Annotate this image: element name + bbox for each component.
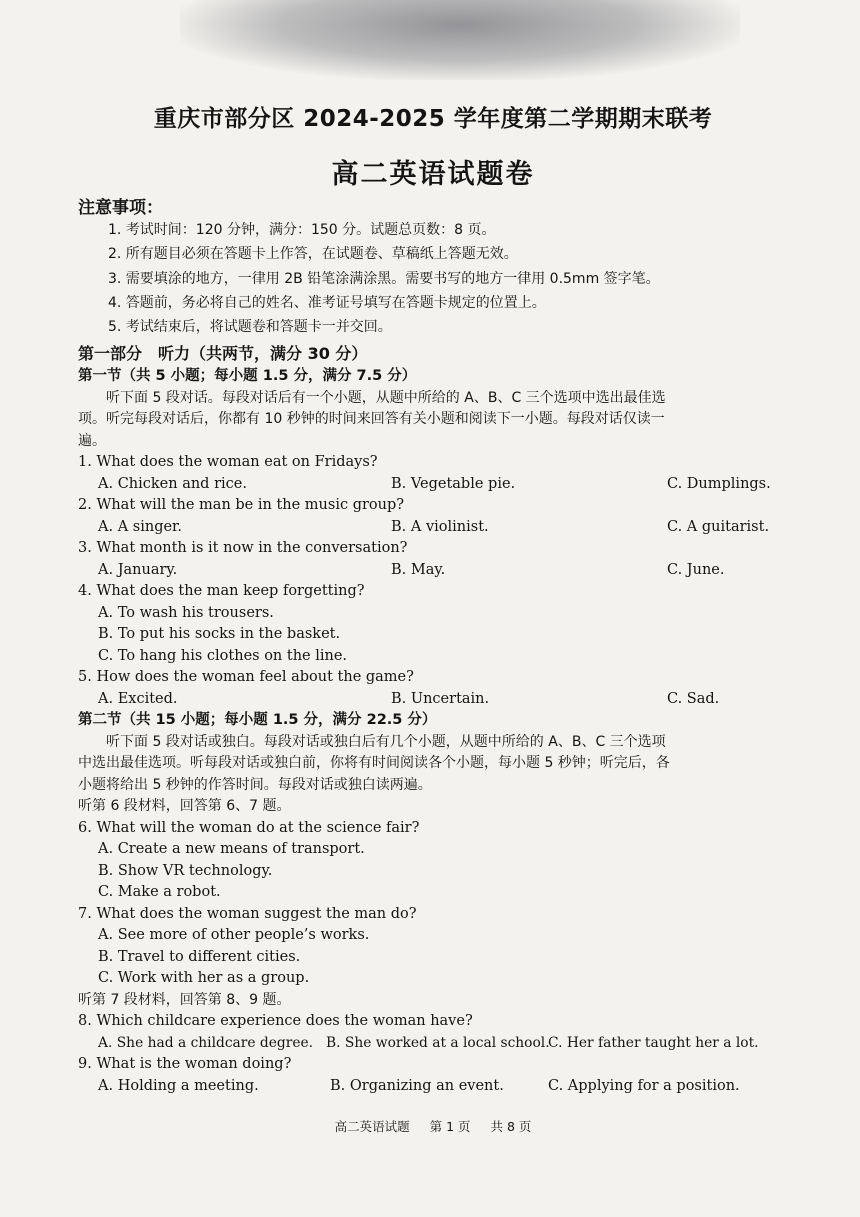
notice-list bbox=[108, 218, 798, 339]
exam-subtitle: 高二英语试题卷 bbox=[331, 159, 535, 190]
section1-instructions: 听下面 5 段对话。每段对话后有一个小题，从题中所给的 A、B、C 三个选项中选出最佳选 bbox=[106, 389, 666, 406]
option-c: C. To hang his clothes on the line. bbox=[98, 647, 348, 664]
section1-heading: 第一节（共 5 小题；每小题 1.5 分，满分 7.5 分） bbox=[78, 368, 417, 384]
option-b: B. To put his socks in the basket. bbox=[98, 626, 341, 642]
question-options bbox=[78, 560, 790, 582]
notice-item: 5. 考试结束后，将试题卷和答题卡一并交回。 bbox=[108, 319, 392, 336]
question-options bbox=[78, 474, 790, 496]
option-c: C. A guitarist. bbox=[667, 518, 770, 535]
question-text: 6. What will the woman do at the science fair? bbox=[78, 819, 420, 836]
section2-instructions: 听下面 5 段对话或独白。每段对话或独白后有几个小题，从题中所给的 A、B、C 三个选项 bbox=[106, 733, 666, 750]
option-a: A. Excited. bbox=[98, 690, 178, 707]
notice-item: 2. 所有题目必须在答题卡上作答，在试题卷、草稿纸上答题无效。 bbox=[108, 246, 518, 263]
material-note: 听第 7 段材料，回答第 8、9 题。 bbox=[78, 991, 291, 1008]
notice-heading: 注意事项： bbox=[78, 198, 163, 218]
question-text: 9. What is the woman doing? bbox=[78, 1056, 292, 1072]
option-b: B. She worked at a local school. bbox=[326, 1034, 550, 1051]
option-a: A. Holding a meeting. bbox=[98, 1077, 259, 1094]
exam-title: 重庆市部分区 2024-2025 学年度第二学期期末联考 bbox=[153, 106, 713, 132]
option-b: B. A violinist. bbox=[391, 518, 489, 535]
option-a: A. See more of other people’s works. bbox=[98, 927, 370, 943]
option-c: C. Dumplings. bbox=[667, 475, 771, 492]
page-footer bbox=[78, 1117, 788, 1135]
footer-exam-name: 高二英语试题 bbox=[334, 1119, 410, 1134]
option-c: C. Make a robot. bbox=[98, 884, 221, 900]
question-options bbox=[78, 517, 790, 539]
option-b: B. Uncertain. bbox=[391, 690, 490, 707]
notice-item: 3. 需要填涂的地方，一律用 2B 铅笔涂满涂黑。需要书写的地方一律用 0.5mm 签字笔。 bbox=[108, 270, 660, 287]
option-c: C. June. bbox=[667, 561, 725, 578]
question-options bbox=[78, 1033, 790, 1055]
question-text: 8. Which childcare experience does the woman have? bbox=[78, 1013, 473, 1029]
option-c: C. Work with her as a group. bbox=[98, 970, 310, 986]
option-b: B. Travel to different cities. bbox=[98, 948, 301, 965]
question-text: 1. What does the woman eat on Fridays? bbox=[78, 454, 378, 470]
option-a: A. To wash his trousers. bbox=[98, 604, 274, 621]
notice-item: 4. 答题前，务必将自己的姓名、准考证号填写在答题卡规定的位置上。 bbox=[108, 294, 546, 311]
section2-instructions: 中选出最佳选项。听每段对话或独白前，你将有时间阅读各个小题，每小题 5 秒钟；听完后，各 bbox=[78, 755, 670, 771]
question-text: 4. What does the man keep forgetting? bbox=[78, 583, 365, 599]
option-a: A. January. bbox=[98, 561, 178, 578]
option-b: B. Vegetable pie. bbox=[391, 475, 516, 492]
option-a: A. She had a childcare degree. bbox=[98, 1034, 314, 1051]
question-options bbox=[78, 1076, 790, 1098]
photo-shadow bbox=[180, 0, 740, 80]
question-text: 7. What does the woman suggest the man do? bbox=[78, 905, 417, 922]
option-a: A. A singer. bbox=[98, 518, 182, 535]
part1-heading: 第一部分 听力（共两节，满分 30 分） bbox=[78, 344, 368, 363]
option-c: C. Applying for a position. bbox=[548, 1077, 740, 1094]
option-c: C. Her father taught her a lot. bbox=[548, 1034, 759, 1051]
option-a: A. Create a new means of transport. bbox=[98, 841, 365, 857]
listening-part bbox=[78, 342, 790, 1097]
option-b: B. Organizing an event. bbox=[330, 1077, 504, 1094]
question-text: 2. What will the man be in the music group? bbox=[78, 497, 405, 513]
option-b: B. May. bbox=[391, 561, 446, 578]
section2-heading: 第二节（共 15 小题；每小题 1.5 分，满分 22.5 分） bbox=[78, 712, 437, 728]
section1-instructions: 遍。 bbox=[78, 432, 106, 449]
question-options bbox=[78, 689, 790, 711]
option-b: B. Show VR technology. bbox=[98, 862, 273, 879]
notice-item: 1. 考试时间：120 分钟，满分：150 分。试题总页数：8 页。 bbox=[108, 222, 496, 238]
footer-page-number: 第 1 页 bbox=[429, 1119, 471, 1134]
question-text: 3. What month is it now in the conversation? bbox=[78, 540, 408, 556]
option-a: A. Chicken and rice. bbox=[98, 475, 247, 492]
section2-instructions: 小题将给出 5 秒钟的作答时间。每段对话或独白读两遍。 bbox=[78, 776, 432, 793]
option-c: C. Sad. bbox=[667, 690, 720, 707]
footer-total-pages: 共 8 页 bbox=[490, 1119, 532, 1134]
material-note: 听第 6 段材料，回答第 6、7 题。 bbox=[78, 798, 291, 814]
section1-instructions: 项。听完每段对话后，你都有 10 秒钟的时间来回答有关小题和阅读下一小题。每段对话仅读一 bbox=[78, 411, 665, 427]
question-text: 5. How does the woman feel about the game? bbox=[78, 669, 414, 685]
